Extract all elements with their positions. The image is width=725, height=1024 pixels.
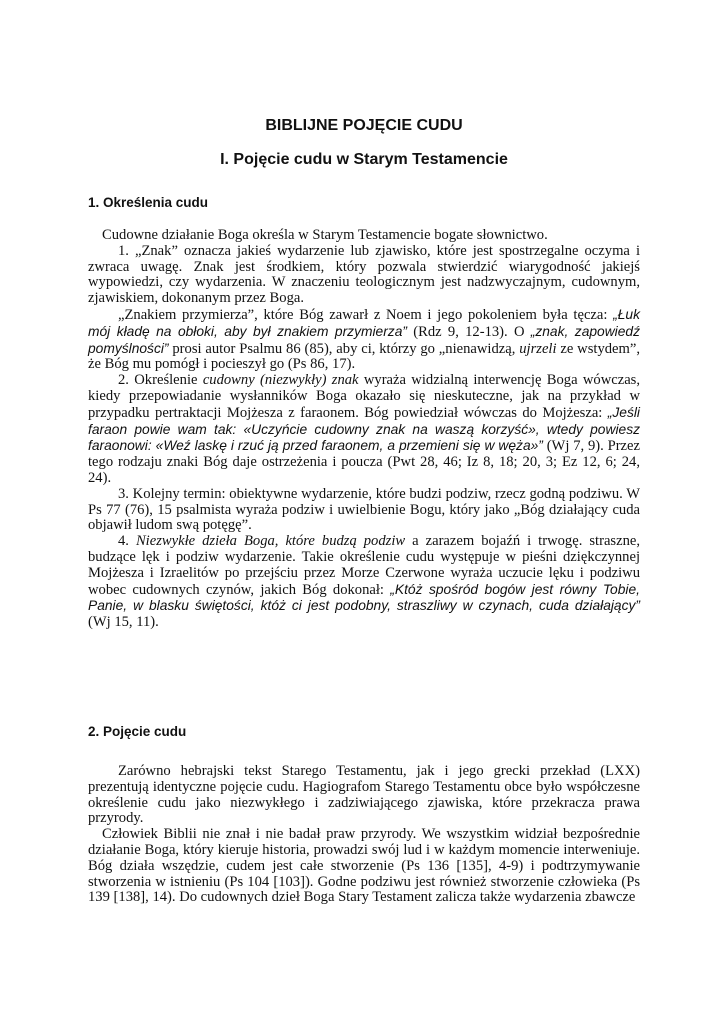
paragraph: Zarówno hebrajski tekst Starego Testamentu, jak i jego grecki przekład (LXX) prezentują identyczne pojęcie cudu. Hagiografom Starego Testamentu obce było współczesne określenie cudu jako niezwykłego i zadziwiającego zjawiska, które przekracza prawa przyrody. xyxy=(88,763,640,827)
bible-quote: „Jeśli faraon powie wam tak: «Uczyńcie cudowny znak na waszą korzyść», wtedy powiesz faraonowi: «Weź laskę i rzuć ją przed faraonem, a przemieni się w węża»” xyxy=(88,404,640,454)
text-run: ze wstydem”, że Bóg mu pomógł i pocieszył go (Ps 86, 17). xyxy=(88,340,640,373)
emphasis: ujrzeli xyxy=(519,340,557,357)
text-run: a zarazem bojaźń i trwogę. straszne, budzące lęk i podziw wydarzenie. Takie określenie cudu występuje w pieśni dziękczynnej Mojżesza i Izraelitów po przejściu przez Morze Czerwone wyraża uczucie lęku i podziwu wobec cudownych czynów, jakich Bóg dokonał: xyxy=(88,533,641,598)
text-run: 4. xyxy=(118,533,136,550)
paragraph xyxy=(88,373,640,487)
text-run: wyraża widzialną interwencję Boga wówczas, kiedy przepowiadanie wysłanników Boga okazało się nieskuteczne, jak na przykład w przypadku pertraktacji Mojżesza z faraonem. Bóg powiedział wówczas do Mojżesza: xyxy=(88,372,640,421)
document-title: BIBLIJNE POJĘCIE CUDU xyxy=(265,117,463,134)
paragraph xyxy=(88,534,640,631)
text-run: prosi autor Psalmu 86 (85), aby ci, którzy go „nienawidzą, xyxy=(168,340,520,357)
text-run: (Wj 7, 9). Przez tego rodzaju znaki Bóg daje ostrzeżenia i poucza (Pwt 28, 46; Iz 8, 18; 20, 3; Ez 12, 6; 24, 24). xyxy=(88,438,640,486)
section-1-body xyxy=(88,228,640,631)
paragraph: Człowiek Biblii nie znał i nie badał praw przyrody. We wszystkim widział bezpośrednie działanie Boga, który kieruje historia, prowadzi swój lud i w każdym momencie interweniuje. Bóg działa wszędzie, cudem jest całe stworzenie (Ps 136 [135], 4-9) i podtrzymywanie stworzenia w istnieniu (Ps 104 [103]). Godne podziwu jest również stworzenie człowieka (Ps 139 [138], 14). Do cudownych dzieł Boga Stary Testament zalicza także wydarzenia zbawcze xyxy=(88,826,640,906)
section-heading-1: 1. Określenia cudu xyxy=(88,195,209,210)
emphasis: cudowny (niezwykły) znak xyxy=(202,372,359,389)
text-run: (Wj 15, 11). xyxy=(88,614,159,631)
emphasis: Niezwykłe dzieła Boga, które budzą podziw xyxy=(135,533,406,550)
bible-quote: „znak, zapowiedź pomyślności” xyxy=(88,323,640,356)
section-2-body xyxy=(88,764,640,906)
paragraph: 1. „Znak” oznacza jakieś wydarzenie lub zjawisko, które jest spostrzegalne oczyma i zwraca uwagę. Znak jest środkiem, który pozwala stwierdzić wiarygodność jakiejś wypowiedzi, czy wydarzenia. W znaczeniu teologicznym jest nadzwyczajnym, cudownym, zjawiskiem, dokonanym przez Boga. xyxy=(88,242,640,307)
bible-quote: „Łuk mój kładę na obłoki, aby był znakiem przymierza” xyxy=(88,306,640,339)
section-heading-2: 2. Pojęcie cudu xyxy=(88,724,187,739)
text-run: „Znakiem przymierza”, które Bóg zawarł z Noem i jego pokoleniem była tęcza: xyxy=(118,306,614,323)
paragraph: 3. Kolejny termin: obiektywne wydarzenie, które budzi podziw, rzecz godną podziwu. W Ps 77 (76), 15 psalmista wyraża podziw i uwielbienie Bogu, który jako „Bóg działający cuda objawił ludom swą potęgę”. xyxy=(88,485,640,534)
paragraph: Cudowne działanie Boga określa w Starym Testamencie bogate słownictwo. xyxy=(102,227,548,243)
paragraph xyxy=(88,307,640,373)
text-run: 2. Określenie xyxy=(118,372,203,389)
bible-quote: „Któż spośród bogów jest równy Tobie, Panie, w blasku świętości, któż ci jest podobny, straszliwy w czynach, cuda działający” xyxy=(88,581,640,614)
text-run: (Rdz 9, 12-13). O xyxy=(406,323,531,340)
document-subtitle: I. Pojęcie cudu w Starym Testamencie xyxy=(220,151,508,168)
